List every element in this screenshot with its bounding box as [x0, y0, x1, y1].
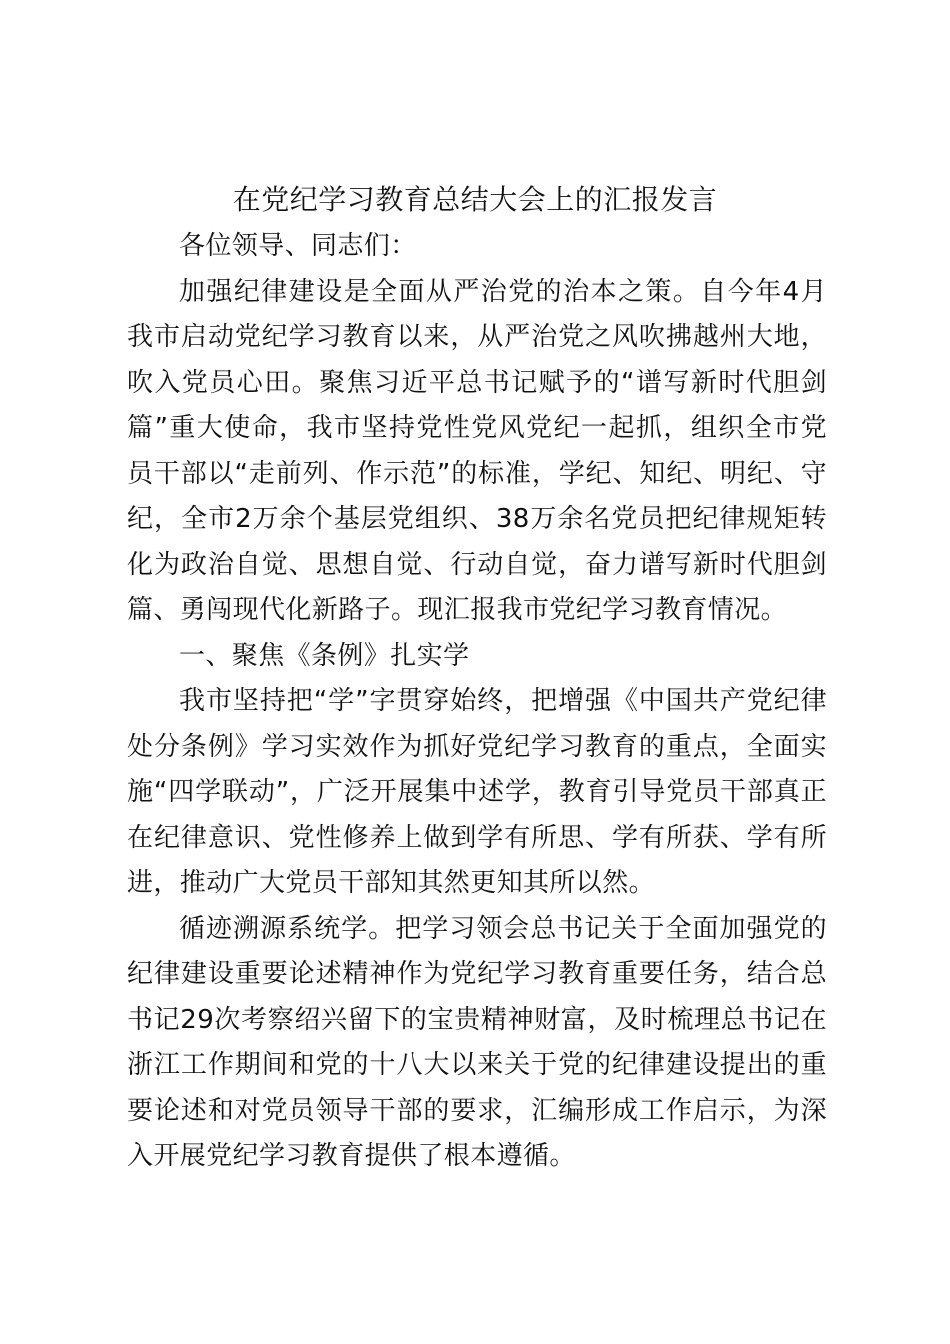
salutation: 各位领导、同志们： [179, 231, 417, 261]
intro-paragraph: 加强纪律建设是全面从严治党的治本之策。自今年4月我市启动党纪学习教育以来，从严治党之风吹拂越州大地，吹入党员心田。聚焦习近平总书记赋予的“谱写新时代胆剑篇”重大使命，我市坚持党性党风党纪一起抓，组织全市党员干部以“走前列、作示范”的标准，学纪、知纪、明纪、守纪，全市2万余个基层党组织、38万余名党员把纪律规矩转化为政治自觉、思想自觉、行动自觉，奋力谱写新时代胆剑篇、勇闯现代化新路子。现汇报我市党纪学习教育情况。 [127, 276, 827, 625]
document-body [127, 224, 827, 1180]
document-title: 在党纪学习教育总结大会上的汇报发言 [232, 183, 718, 216]
section-paragraph: 我市坚持把“学”字贯穿始终，把增强《中国共产党纪律处分条例》学习实效作为抓好党纪学习教育的重点，全面实施“四学联动”，广泛开展集中述学，教育引导党员干部真正在纪律意识、党性修养上做到学有所思、学有所获、学有所进，推动广大党员干部知其然更知其所以然。 [127, 686, 827, 898]
section-paragraph: 循迹溯源系统学。把学习领会总书记关于全面加强党的纪律建设重要论述精神作为党纪学习教育重要任务，结合总书记29次考察绍兴留下的宝贵精神财富，及时梳理总书记在浙江工作期间和党的十八大以来关于党的纪律建设提出的重要论述和对党员领导干部的要求，汇编形成工作启示，为深入开展党纪学习教育提供了根本遵循。 [127, 913, 827, 1171]
section-heading: 一、聚焦《条例》扎实学 [179, 640, 470, 671]
